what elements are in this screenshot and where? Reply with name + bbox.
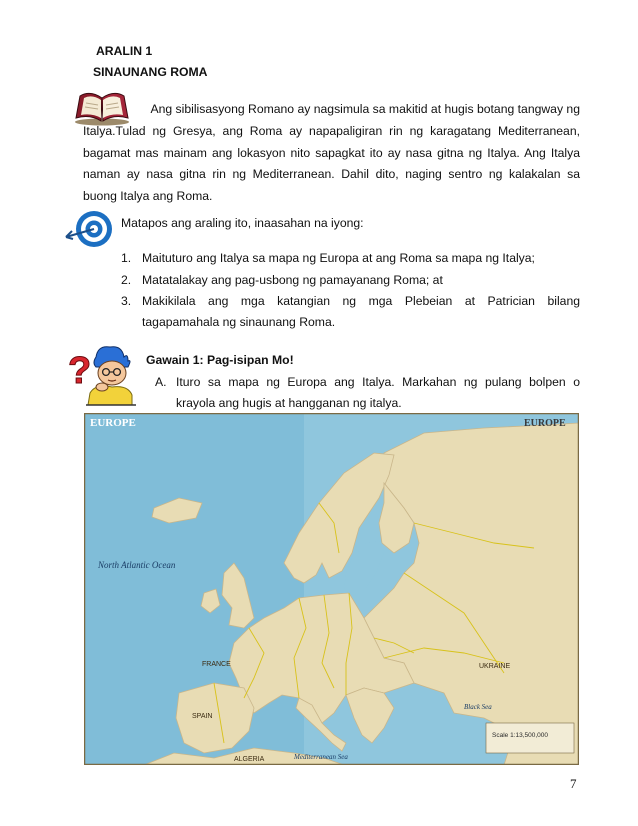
europe-map: [84, 413, 579, 765]
svg-text:?: ?: [68, 350, 92, 392]
activity-item-label: A.: [155, 375, 167, 389]
intro-line-1: Ang sibilisasyong Romano ay nagsimula sa makitid at hugis botang tangway ng: [150, 102, 580, 116]
target-icon: [64, 207, 114, 251]
objectives-lead: Matapos ang araling ito, inaasahan na iyong:: [121, 216, 364, 230]
objective-number-2: 2.: [121, 273, 132, 287]
map-title-right: EUROPE: [524, 418, 566, 429]
map-label-black-sea: Black Sea: [464, 703, 492, 711]
map-title: EUROPE: [90, 417, 136, 429]
thinking-boy-question-mark-icon: [66, 343, 138, 409]
objective-2: Matatalakay ang pag-usbong ng pamayanang Roma; at: [142, 273, 443, 287]
map-label-atlantic: North Atlantic Ocean: [98, 560, 176, 570]
open-book-icon: [72, 88, 132, 126]
activity-line-1: Ituro sa mapa ng Europa ang Italya. Markahan ng pulang bolpen o: [176, 375, 580, 389]
map-label-ukraine: UKRAINE: [479, 663, 511, 670]
page-number: 7: [570, 776, 577, 791]
intro-line-3: bagamat mas mainam ang lokasyon nito sapagkat ito ay nasa gitna ng Italya. Ang Italya: [83, 146, 580, 160]
objective-3-line-1: Makikilala ang mga katangian ng mga Plebeian at Patrician bilang: [142, 294, 580, 308]
objective-3-line-2: tagapamahala ng sinaunang Roma.: [142, 315, 336, 329]
activity-title: Gawain 1: Pag-isipan Mo!: [146, 353, 294, 367]
intro-line-2: Italya.Tulad ng Gresya, ang Roma ay napapaligiran rin ng karagatang Mediterranean,: [83, 124, 580, 138]
lesson-number: ARALIN 1: [96, 44, 153, 58]
map-label-spain: SPAIN: [192, 713, 213, 720]
intro-line-5: buong Italya ang Roma.: [83, 189, 213, 203]
activity-line-2: krayola ang hugis at hangganan ng italya.: [176, 396, 402, 410]
map-label-france: FRANCE: [202, 661, 231, 668]
intro-line-4: naman ay nasa gitna rin ng Mediterranean. Dahil dito, naging sentro ng kalakalan sa: [83, 167, 580, 181]
objective-1: Maituturo ang Italya sa mapa ng Europa at ang Roma sa mapa ng Italya;: [142, 251, 535, 265]
map-label-mediterranean: Mediterranean Sea: [294, 753, 348, 761]
lesson-title: SINAUNANG ROMA: [93, 65, 208, 79]
objective-number-1: 1.: [121, 251, 132, 265]
map-scale-text: Scale 1:13,500,000: [492, 732, 549, 739]
map-label-algeria: ALGERIA: [234, 756, 265, 763]
objective-number-3: 3.: [121, 294, 132, 308]
